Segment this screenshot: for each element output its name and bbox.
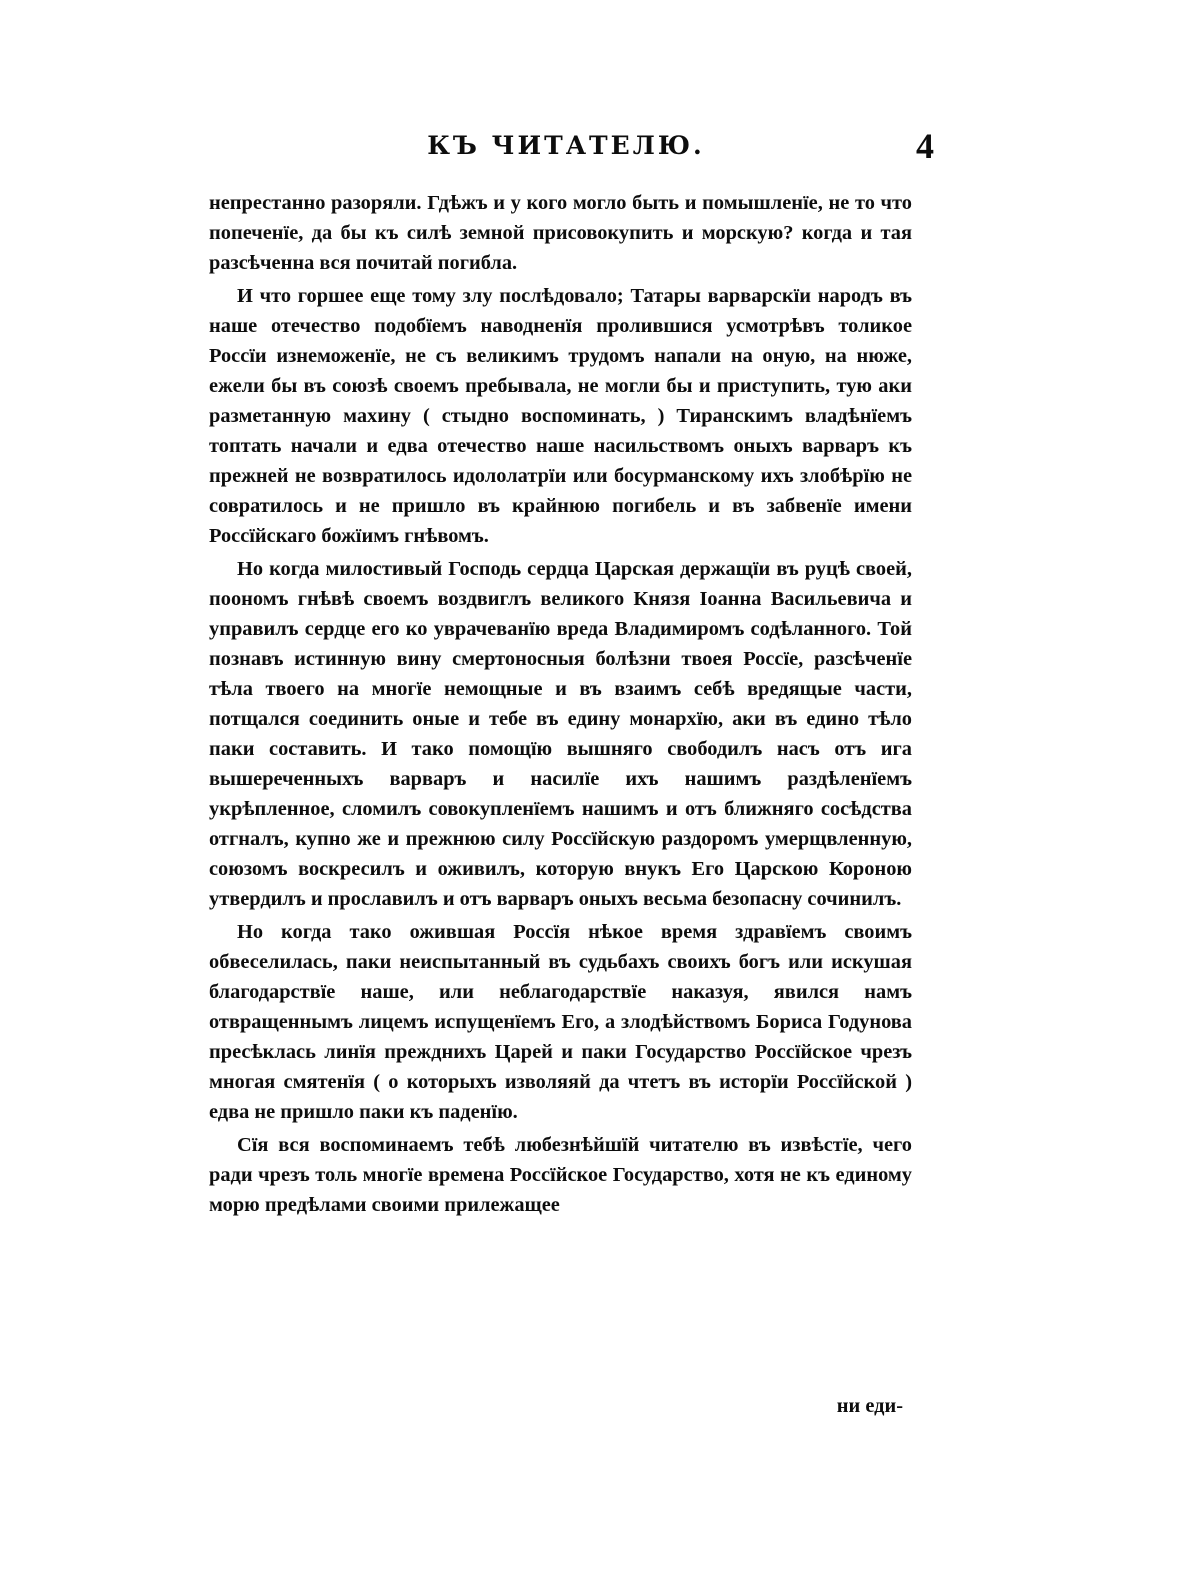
page-number: 4	[916, 126, 934, 166]
paragraph-reader-address: Сїя вся воспоминаемъ тебѣ любезнѣйшїй читателю въ извѣстїе, чего ради чрезъ толь многїе времена Россїйское Государство, хотя не къ единому морю предѣлами своими прилежащее	[209, 1134, 912, 1216]
catchword: ни еди-	[836, 1395, 903, 1417]
paragraph-continuation: непрестанно разоряли. Гдѣжъ и у кого могло быть и помышленїе, не то что попеченїе, да бы къ силѣ земной присовокупить и морскую? когда и тая разсѣченна вся почитай погибла.	[209, 192, 912, 274]
body-text	[209, 188, 912, 1223]
running-title: КЪ ЧИТАТЕЛЮ.	[427, 131, 705, 160]
paragraph-tatars: И что горшее еще тому злу послѣдовало; Татары варварскїи народъ въ наше отечество подобїемъ наводненїя пролившися усмотрѣвъ толикое Россїи изнеможенїе, не съ великимъ трудомъ напали на оную, на нюже, ежели бы въ союзѣ своемъ пребывала, не могли бы и приступить, тую аки разметанную махину ( стыдно воспоминать, ) Тиранскимъ владѣнїемъ топтать начали и едва отечество наше насильствомъ оныхъ варваръ къ прежней не возвратилось идололатрїи или босурманскому ихъ злобѣрїю не совратилось и не пришло въ крайнюю погибель и въ забвенїе имени Россїйскаго божїимъ гнѣвомъ.	[209, 285, 912, 547]
paragraph-ioann-vasilievich: Но когда милостивый Господь сердца Царская держащїи въ руцѣ своей, поономъ гнѣвѣ своемъ воздвиглъ великого Князя Іоанна Васильевича и управилъ сердце его ко уврачеванїю вреда Владимиромъ содѣланного. Той познавъ истинную вину смертоносныя болѣзни твоея Россїе, разсѣченїе тѣла твоего на многїе немощные и въ взаимъ себѣ вредящые части, потщался соединить оные и тебе въ едину монархїю, аки въ едино тѣло паки составить. И тако помощїю вышняго свободилъ насъ отъ ига вышереченныхъ варваръ и насилїе ихъ нашимъ раздѣленїемъ укрѣпленное, сломилъ совокупленїемъ нашимъ и отъ ближняго сосѣдства отгналъ, купно же и прежнюю силу Россїйскую раздоромъ умерщвленную, союзомъ воскресилъ и оживилъ, которую внукъ Его Царскою Короною утвердилъ и прославилъ и отъ варваръ оныхъ весьма безопасну сочинилъ.	[209, 558, 912, 910]
running-head	[210, 126, 934, 168]
paragraph-godunov: Но когда тако ожившая Россїя нѣкое время здравїемъ своимъ обвеселилась, паки неиспытанный въ судьбахъ своихъ богъ или искушая благодарствїе наше, или неблагодарствїе наказуя, явился намъ отвращеннымъ лицемъ испущенїемъ Его, а злодѣйствомъ Бориса Годунова пресѣклась линїя прежднихъ Царей и паки Государство Россїйское чрезъ многая смятенїя ( о которыхъ изволяяй да чтетъ въ исторїи Россїйской ) едва не пришло паки къ паденїю.	[209, 921, 912, 1123]
